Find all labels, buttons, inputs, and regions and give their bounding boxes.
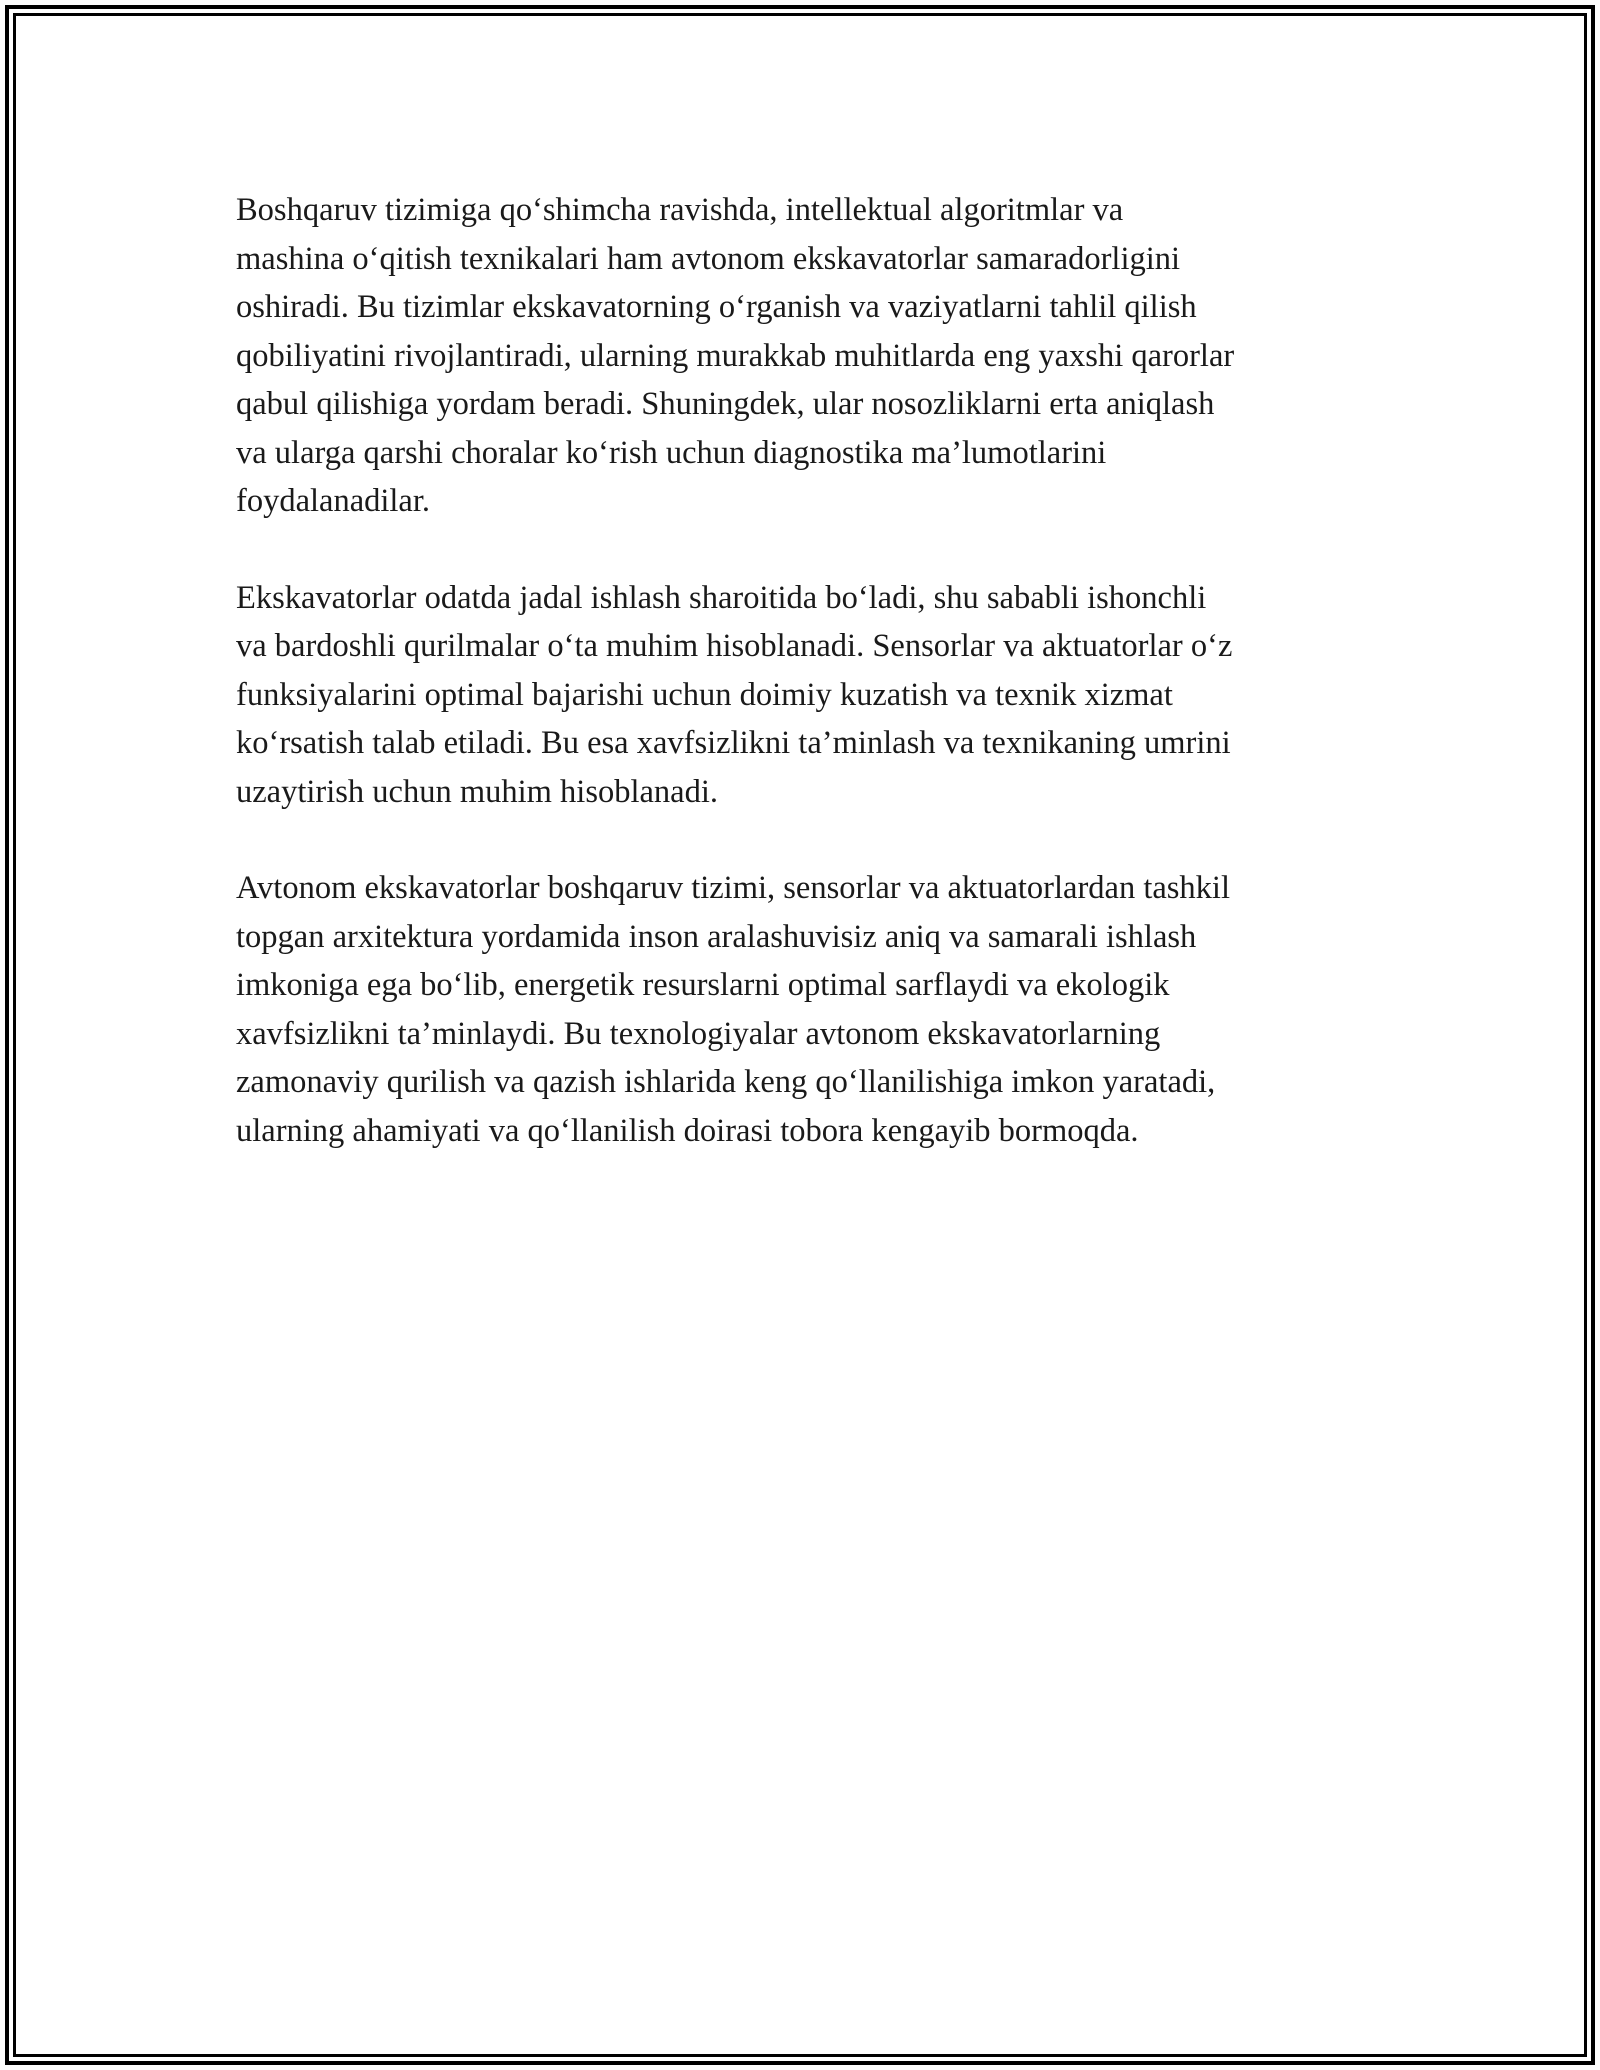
paragraph-1: Boshqaruv tizimiga qo‘shimcha ravishda, intellektual algoritmlar va mashina o‘qitish texnikalari ham avtonom ekskavatorlar samaradorligini oshiradi. Bu tizimlar ekskavatorning o‘rganish va vaziyatlarni tahlil qilish qobiliyatini rivojlantiradi, ularning murakkab muhitlarda eng yaxshi qarorlar qabul qilishiga yordam beradi. Shuningdek, ular nosozliklarni erta aniqlash va ularga qarshi choralar ko‘rish uchun diagnostika ma’lumotlarini foydalanadilar. <box>236 192 1235 519</box>
paragraph-3: Avtonom ekskavatorlar boshqaruv tizimi, sensorlar va aktuatorlardan tashkil topgan arxitektura yordamida inson aralashuvisiz aniq va samarali ishlash imkoniga ega bo‘lib, energetik resurslarni optimal sarflaydi va ekologik xavfsizlikni ta’minlaydi. Bu texnologiyalar avtonom ekskavatorlarning zamonaviy qurilish va qazish ishlarida keng qo‘llanilishiga imkon yaratadi, ularning ahamiyati va qo‘llanilish doirasi tobora kengayib bormoqda. <box>236 870 1230 1149</box>
paragraph-2: Ekskavatorlar odatda jadal ishlash sharoitida bo‘ladi, shu sababli ishonchli va bardoshli qurilmalar o‘ta muhim hisoblanadi. Sensorlar va aktuatorlar o‘z funksiyalarini optimal bajarishi uchun doimiy kuzatish va texnik xizmat ko‘rsatish talab etiladi. Bu esa xavfsizlikni ta’minlash va texnikaning umrini uzaytirish uchun muhim hisoblanadi. <box>236 579 1233 810</box>
document-body <box>236 186 1376 1203</box>
